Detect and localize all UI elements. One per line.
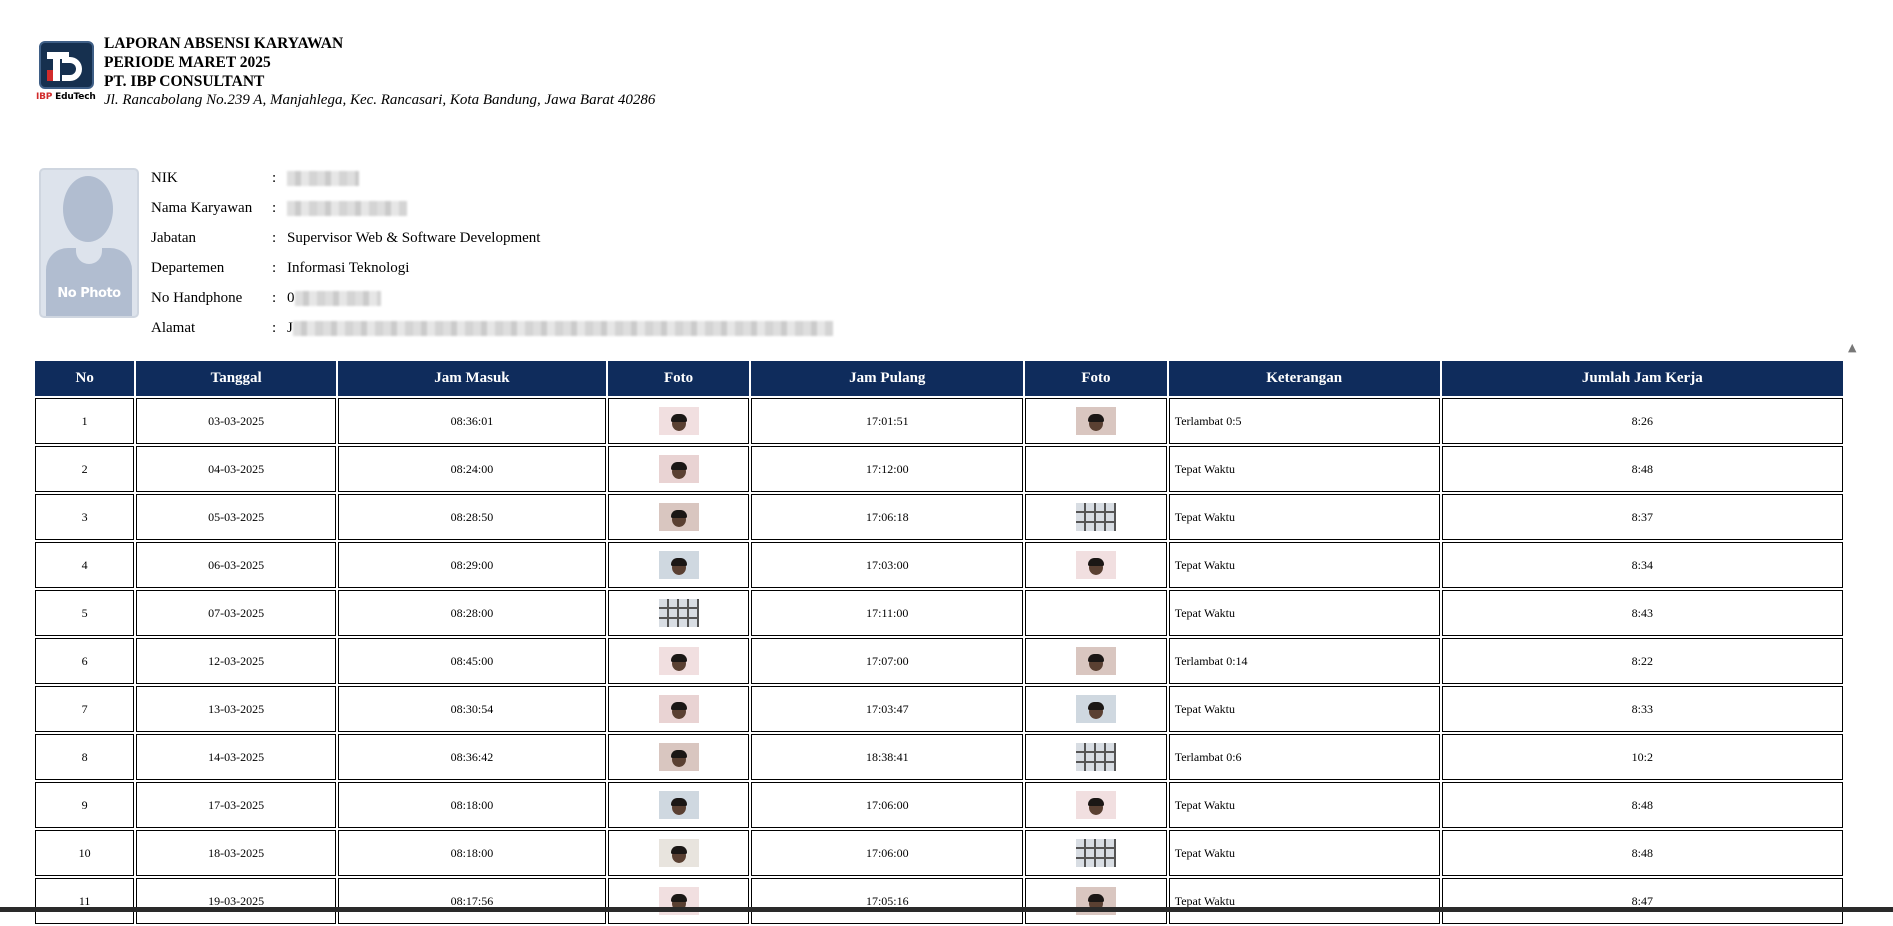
cell-keterangan: Tepat Waktu <box>1169 590 1440 636</box>
cell-keterangan: Tepat Waktu <box>1169 830 1440 876</box>
table-row <box>35 830 1843 876</box>
col-keterangan: Keterangan <box>1169 361 1440 396</box>
cell-foto-pulang <box>1025 590 1166 636</box>
cell-tanggal: 03-03-2025 <box>136 398 336 444</box>
col-foto-pulang: Foto <box>1025 361 1166 396</box>
redacted-block <box>287 171 359 186</box>
cell-no: 7 <box>35 686 134 732</box>
cell-no: 9 <box>35 782 134 828</box>
company-logo <box>36 41 96 107</box>
cell-tanggal: 13-03-2025 <box>136 686 336 732</box>
cell-keterangan: Tepat Waktu <box>1169 494 1440 540</box>
cell-foto-pulang <box>1025 398 1166 444</box>
table-header-row <box>35 361 1843 396</box>
scroll-up-arrow-icon[interactable]: ▲ <box>1848 341 1857 354</box>
table-row <box>35 686 1843 732</box>
attendance-photo[interactable] <box>659 695 699 723</box>
employee-photo-placeholder <box>39 168 139 318</box>
cell-foto-pulang <box>1025 542 1166 588</box>
cell-jam-pulang: 17:03:47 <box>751 686 1023 732</box>
table-row <box>35 878 1843 924</box>
cell-tanggal: 07-03-2025 <box>136 590 336 636</box>
cell-jumlah-jam-kerja: 8:33 <box>1442 686 1843 732</box>
company-name: PT. IBP CONSULTANT <box>104 73 265 90</box>
alamat-value: J <box>287 316 833 340</box>
col-foto-masuk: Foto <box>608 361 749 396</box>
attendance-photo[interactable] <box>659 503 699 531</box>
cell-jam-pulang: 17:06:00 <box>751 782 1023 828</box>
cell-jumlah-jam-kerja: 8:34 <box>1442 542 1843 588</box>
departemen-value: Informasi Teknologi <box>287 260 410 276</box>
col-jam-pulang: Jam Pulang <box>751 361 1023 396</box>
cell-keterangan: Tepat Waktu <box>1169 686 1440 732</box>
cell-no: 6 <box>35 638 134 684</box>
attendance-photo[interactable] <box>659 455 699 483</box>
cell-foto-pulang <box>1025 878 1166 924</box>
cell-jam-masuk: 08:45:00 <box>338 638 606 684</box>
cell-keterangan: Terlambat 0:5 <box>1169 398 1440 444</box>
cell-jam-pulang: 17:05:16 <box>751 878 1023 924</box>
cell-jumlah-jam-kerja: 8:48 <box>1442 782 1843 828</box>
cell-jumlah-jam-kerja: 8:26 <box>1442 398 1843 444</box>
cell-tanggal: 12-03-2025 <box>136 638 336 684</box>
cell-foto-masuk <box>608 830 749 876</box>
attendance-photo[interactable] <box>1076 791 1116 819</box>
table-row <box>35 542 1843 588</box>
attendance-photo[interactable] <box>659 647 699 675</box>
cell-jam-pulang: 17:06:00 <box>751 830 1023 876</box>
cell-jam-masuk: 08:24:00 <box>338 446 606 492</box>
cell-foto-pulang <box>1025 494 1166 540</box>
cell-tanggal: 19-03-2025 <box>136 878 336 924</box>
cell-jam-masuk: 08:17:56 <box>338 878 606 924</box>
attendance-photo[interactable] <box>1076 551 1116 579</box>
cell-keterangan: Tepat Waktu <box>1169 878 1440 924</box>
redacted-block <box>295 291 381 306</box>
cell-foto-pulang <box>1025 686 1166 732</box>
cell-jam-masuk: 08:36:42 <box>338 734 606 780</box>
cell-jam-pulang: 17:12:00 <box>751 446 1023 492</box>
cell-tanggal: 04-03-2025 <box>136 446 336 492</box>
cell-jam-pulang: 17:01:51 <box>751 398 1023 444</box>
jabatan-value: Supervisor Web & Software Development <box>287 230 541 246</box>
cell-keterangan: Tepat Waktu <box>1169 446 1440 492</box>
cell-jumlah-jam-kerja: 10:2 <box>1442 734 1843 780</box>
cell-foto-masuk <box>608 590 749 636</box>
redacted-block <box>287 201 407 216</box>
table-row <box>35 638 1843 684</box>
cell-jumlah-jam-kerja: 8:22 <box>1442 638 1843 684</box>
attendance-photo[interactable] <box>1076 839 1116 867</box>
cell-tanggal: 06-03-2025 <box>136 542 336 588</box>
col-tanggal: Tanggal <box>136 361 336 396</box>
report-title-block <box>104 34 655 110</box>
redacted-block <box>293 321 833 336</box>
report-period: PERIODE MARET 2025 <box>104 54 271 71</box>
logo-caption: IBP EduTech <box>36 92 96 102</box>
cell-tanggal: 05-03-2025 <box>136 494 336 540</box>
cell-no: 10 <box>35 830 134 876</box>
attendance-photo[interactable] <box>659 599 699 627</box>
cell-no: 1 <box>35 398 134 444</box>
cell-jam-pulang: 17:07:00 <box>751 638 1023 684</box>
cell-keterangan: Tepat Waktu <box>1169 542 1440 588</box>
table-row <box>35 590 1843 636</box>
cell-jam-masuk: 08:18:00 <box>338 830 606 876</box>
cell-foto-masuk <box>608 446 749 492</box>
cell-jam-pulang: 18:38:41 <box>751 734 1023 780</box>
cell-no: 2 <box>35 446 134 492</box>
attendance-photo[interactable] <box>659 839 699 867</box>
cell-jumlah-jam-kerja: 8:37 <box>1442 494 1843 540</box>
attendance-photo[interactable] <box>659 551 699 579</box>
table-row <box>35 494 1843 540</box>
attendance-photo[interactable] <box>1076 743 1116 771</box>
cell-foto-masuk <box>608 494 749 540</box>
cell-tanggal: 17-03-2025 <box>136 782 336 828</box>
attendance-photo[interactable] <box>1076 695 1116 723</box>
cell-foto-pulang <box>1025 782 1166 828</box>
cell-foto-pulang <box>1025 638 1166 684</box>
cell-jam-pulang: 17:11:00 <box>751 590 1023 636</box>
col-jam-masuk: Jam Masuk <box>338 361 606 396</box>
cell-foto-masuk <box>608 638 749 684</box>
cell-foto-masuk <box>608 734 749 780</box>
cell-tanggal: 14-03-2025 <box>136 734 336 780</box>
cell-foto-pulang <box>1025 446 1166 492</box>
cell-keterangan: Terlambat 0:6 <box>1169 734 1440 780</box>
nama-value <box>287 196 407 220</box>
cell-jumlah-jam-kerja: 8:47 <box>1442 878 1843 924</box>
cell-foto-masuk <box>608 782 749 828</box>
attendance-photo[interactable] <box>1076 647 1116 675</box>
company-address: Jl. Rancabolang No.239 A, Manjahlega, Kec. Rancasari, Kota Bandung, Jawa Barat 40286 <box>104 92 656 108</box>
cell-foto-masuk <box>608 398 749 444</box>
attendance-table <box>33 359 1845 926</box>
cell-foto-pulang <box>1025 734 1166 780</box>
no-photo-label: No Photo <box>57 286 121 301</box>
attendance-photo[interactable] <box>659 743 699 771</box>
cell-no: 4 <box>35 542 134 588</box>
cell-foto-masuk <box>608 878 749 924</box>
col-jumlah-jam-kerja: Jumlah Jam Kerja <box>1442 361 1843 396</box>
table-row <box>35 734 1843 780</box>
cell-jam-masuk: 08:36:01 <box>338 398 606 444</box>
cell-no: 11 <box>35 878 134 924</box>
window-bottom-edge <box>0 907 1893 912</box>
cell-jumlah-jam-kerja: 8:43 <box>1442 590 1843 636</box>
attendance-photo[interactable] <box>659 791 699 819</box>
cell-jam-pulang: 17:03:00 <box>751 542 1023 588</box>
table-row <box>35 446 1843 492</box>
cell-foto-masuk <box>608 542 749 588</box>
nik-value <box>287 166 359 190</box>
attendance-photo[interactable] <box>659 407 699 435</box>
cell-foto-pulang <box>1025 830 1166 876</box>
attendance-photo[interactable] <box>1076 503 1116 531</box>
cell-jam-masuk: 08:28:50 <box>338 494 606 540</box>
cell-jam-masuk: 08:29:00 <box>338 542 606 588</box>
cell-keterangan: Terlambat 0:14 <box>1169 638 1440 684</box>
report-title: LAPORAN ABSENSI KARYAWAN <box>104 35 344 52</box>
table-row <box>35 782 1843 828</box>
cell-jumlah-jam-kerja: 8:48 <box>1442 446 1843 492</box>
cell-jam-masuk: 08:18:00 <box>338 782 606 828</box>
logo-mark <box>39 41 94 89</box>
cell-jam-pulang: 17:06:18 <box>751 494 1023 540</box>
cell-jumlah-jam-kerja: 8:48 <box>1442 830 1843 876</box>
attendance-table-body <box>35 398 1843 924</box>
cell-jam-masuk: 08:30:54 <box>338 686 606 732</box>
cell-foto-masuk <box>608 686 749 732</box>
cell-tanggal: 18-03-2025 <box>136 830 336 876</box>
cell-keterangan: Tepat Waktu <box>1169 782 1440 828</box>
attendance-photo[interactable] <box>1076 407 1116 435</box>
cell-jam-masuk: 08:28:00 <box>338 590 606 636</box>
cell-no: 8 <box>35 734 134 780</box>
cell-no: 5 <box>35 590 134 636</box>
col-no: No <box>35 361 134 396</box>
handphone-value: 0 <box>287 286 381 310</box>
table-row <box>35 398 1843 444</box>
cell-no: 3 <box>35 494 134 540</box>
